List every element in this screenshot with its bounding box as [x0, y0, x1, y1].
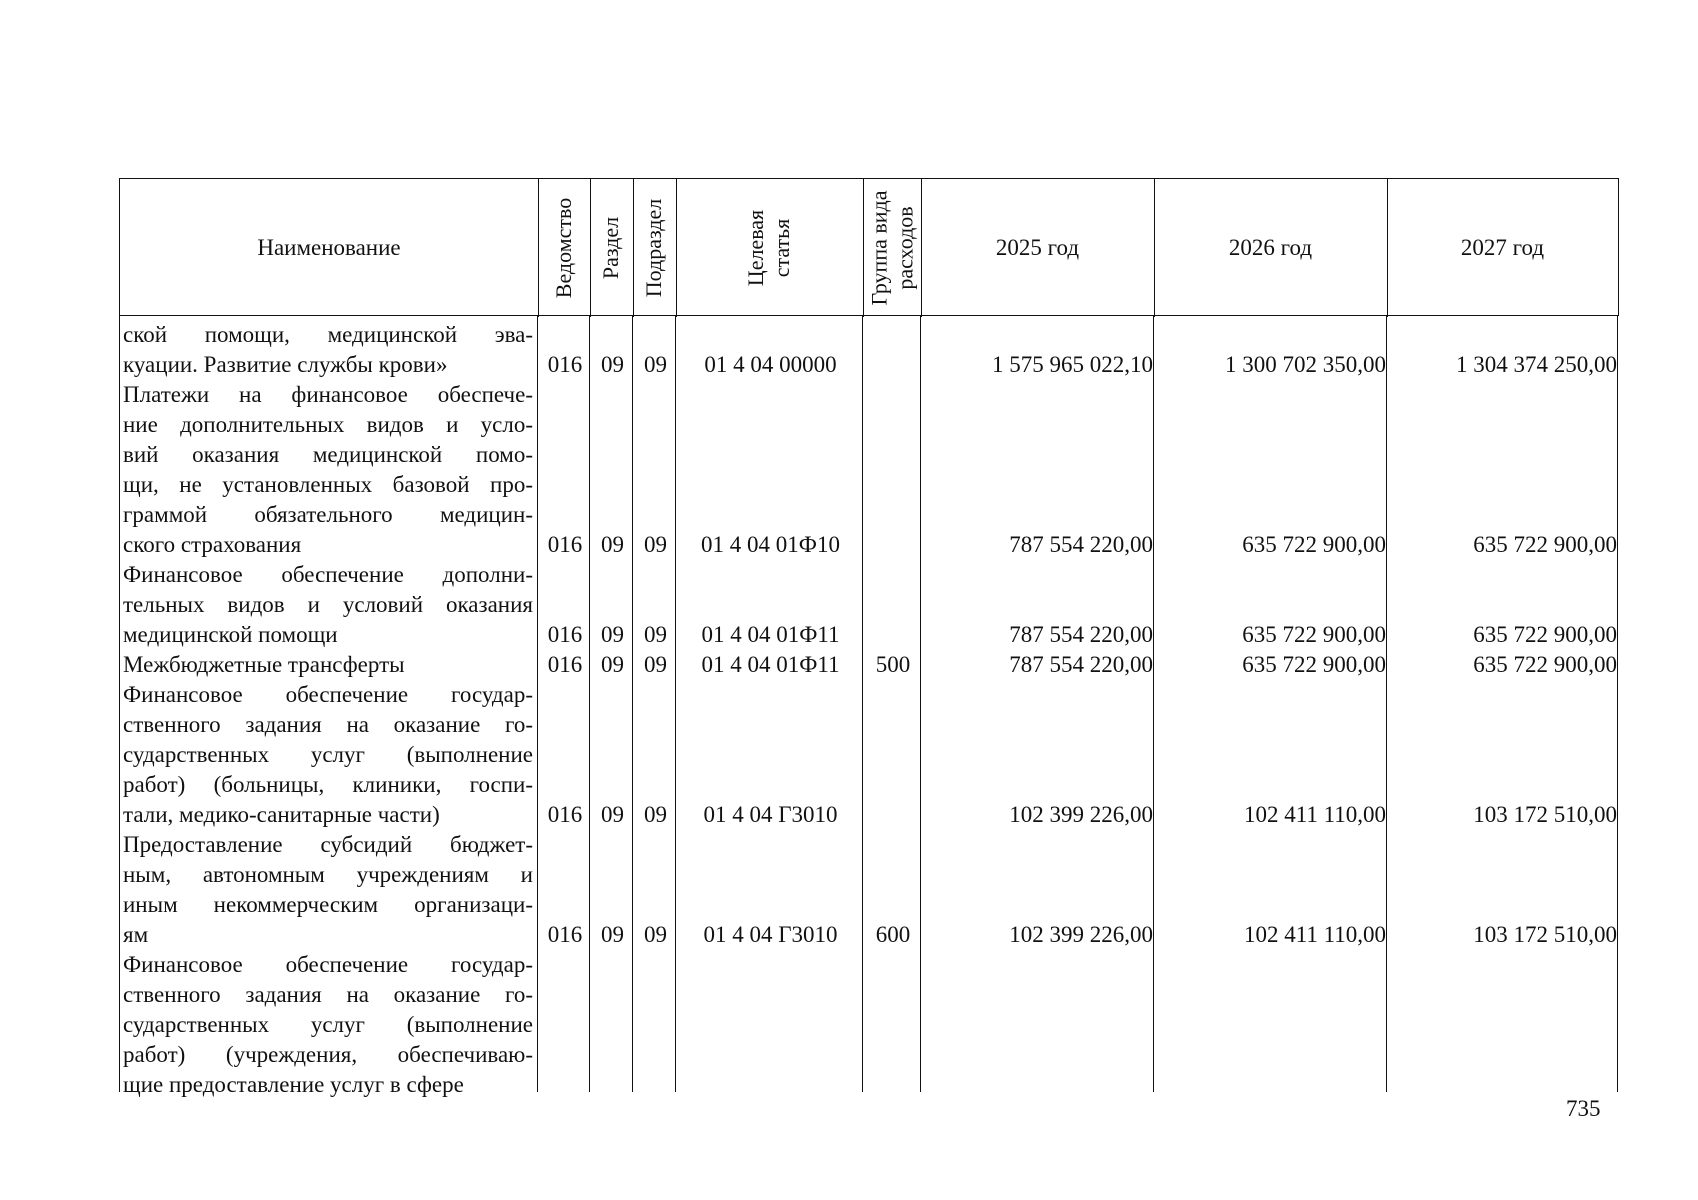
amount-2027-cell: 103 172 510,00 [1473, 922, 1617, 947]
header-divider [538, 179, 539, 317]
page-number: 735 [1566, 1096, 1601, 1121]
row-name-line: Предоставление субсидий бюджет- [123, 832, 533, 857]
section-cell: 09 [601, 352, 624, 377]
row-name-line: ской помощи, медицинской эва- [123, 322, 533, 347]
target-cell: 01 4 04 01Ф11 [701, 622, 840, 647]
department-cell: 016 [547, 622, 583, 647]
subsection-cell: 09 [644, 532, 667, 557]
row-name-line: куации. Развитие службы крови» [123, 352, 448, 377]
section-cell: 09 [601, 652, 624, 677]
table-header [119, 178, 1619, 316]
header-target-line2: статья [769, 218, 795, 278]
row-name-line: тали, медико-санитарные части) [123, 802, 440, 827]
header-group-label [866, 191, 918, 306]
amount-2027-cell: 635 722 900,00 [1473, 652, 1617, 677]
column-divider [632, 316, 633, 1092]
row-name-line: сударственных услуг (выполнение [123, 1012, 533, 1037]
row-name-line: Финансовое обеспечение дополни- [123, 562, 533, 587]
column-divider [1617, 316, 1618, 1092]
subsection-cell: 09 [644, 622, 667, 647]
header-2025-label: 2025 год [995, 235, 1080, 260]
header-divider [921, 179, 922, 317]
row-name-line: медицинской помощи [123, 622, 338, 647]
header-name [120, 179, 538, 317]
table-body [119, 316, 1619, 1097]
row-name-line: вий оказания медицинской помо- [123, 442, 533, 467]
row-name-line: Платежи на финансовое обеспече- [123, 382, 533, 407]
department-cell: 016 [547, 652, 583, 677]
row-name-line: щие предоставление услуг в сфере [123, 1072, 464, 1097]
amount-2027-cell: 103 172 510,00 [1473, 802, 1617, 827]
group-cell: 500 [875, 652, 911, 677]
group-cell: 600 [875, 922, 911, 947]
row-name-line: работ) (учреждения, обеспечиваю- [123, 1042, 533, 1067]
header-2026 [1154, 179, 1387, 317]
subsection-cell: 09 [644, 652, 667, 677]
amount-2025-cell: 1 575 965 022,10 [992, 352, 1153, 377]
column-divider [920, 316, 921, 1092]
amount-2025-cell: 787 554 220,00 [1009, 652, 1153, 677]
amount-2025-cell: 102 399 226,00 [1009, 922, 1153, 947]
row-name-line: щи, не установленных базовой про- [123, 472, 533, 497]
department-cell: 016 [547, 532, 583, 557]
header-group-line1: Группа вида [866, 190, 892, 306]
row-name-line: граммой обязательного медицин- [123, 502, 533, 527]
header-divider [676, 179, 677, 317]
row-name-line: ственного задания на оказание го- [123, 712, 533, 737]
target-cell: 01 4 04 Г3010 [703, 922, 838, 947]
amount-2026-cell: 635 722 900,00 [1242, 652, 1386, 677]
amount-2025-cell: 102 399 226,00 [1009, 802, 1153, 827]
target-cell: 01 4 04 Г3010 [703, 802, 838, 827]
amount-2027-cell: 1 304 374 250,00 [1456, 352, 1617, 377]
row-name-line: ям [123, 922, 149, 947]
header-divider [590, 179, 591, 317]
header-department [538, 179, 590, 317]
row-name-line: Межбюджетные трансферты [123, 652, 405, 677]
column-divider [862, 316, 863, 1092]
column-divider [537, 316, 538, 1092]
amount-2026-cell: 635 722 900,00 [1242, 622, 1386, 647]
section-cell: 09 [601, 622, 624, 647]
amount-2026-cell: 635 722 900,00 [1242, 532, 1386, 557]
column-divider [675, 316, 676, 1092]
budget-table [119, 178, 1619, 1097]
header-section [590, 179, 633, 317]
amount-2025-cell: 787 554 220,00 [1009, 532, 1153, 557]
header-subsection-label: Подраздел [641, 198, 667, 298]
subsection-cell: 09 [644, 922, 667, 947]
row-name-line: ственного задания на оказание го- [123, 982, 533, 1007]
header-divider [633, 179, 634, 317]
header-subsection [633, 179, 676, 317]
header-section-label: Раздел [598, 216, 624, 280]
subsection-cell: 09 [644, 802, 667, 827]
row-name-line: сударственных услуг (выполнение [123, 742, 533, 767]
row-name-line: ского страхования [123, 532, 302, 557]
header-group-line2: расходов [892, 206, 918, 290]
header-divider [863, 179, 864, 317]
row-name-line: работ) (больницы, клиники, госпи- [123, 772, 533, 797]
column-divider [119, 316, 120, 1092]
row-name-line: Финансовое обеспечение государ- [123, 682, 533, 707]
column-divider [1153, 316, 1154, 1092]
row-name-line: ние дополнительных видов и усло- [123, 412, 533, 437]
department-cell: 016 [547, 802, 583, 827]
row-name-line: ным, автономным учреждениям и [123, 862, 533, 887]
header-2027-label: 2027 год [1460, 235, 1545, 260]
amount-2026-cell: 102 411 110,00 [1243, 802, 1386, 827]
section-cell: 09 [601, 532, 624, 557]
target-cell: 01 4 04 00000 [704, 352, 837, 377]
row-name-line: Финансовое обеспечение государ- [123, 952, 533, 977]
column-divider [589, 316, 590, 1092]
section-cell: 09 [601, 922, 624, 947]
header-divider [1154, 179, 1155, 317]
amount-2027-cell: 635 722 900,00 [1473, 532, 1617, 557]
target-cell: 01 4 04 01Ф10 [701, 532, 840, 557]
header-group [863, 179, 921, 317]
amount-2026-cell: 1 300 702 350,00 [1225, 352, 1386, 377]
header-name-label: Наименование [257, 235, 401, 260]
header-target [676, 179, 863, 317]
header-target-label [743, 210, 795, 286]
amount-2025-cell: 787 554 220,00 [1009, 622, 1153, 647]
row-name-line: иным некоммерческим организаци- [123, 892, 533, 917]
header-department-label: Ведомство [551, 197, 576, 299]
department-cell: 016 [547, 922, 583, 947]
column-divider [1386, 316, 1387, 1092]
target-cell: 01 4 04 01Ф11 [701, 652, 840, 677]
section-cell: 09 [601, 802, 624, 827]
header-2026-label: 2026 год [1228, 235, 1313, 260]
header-target-line1: Целевая [743, 209, 769, 287]
header-divider [1387, 179, 1388, 317]
amount-2026-cell: 102 411 110,00 [1243, 922, 1386, 947]
header-2027 [1387, 179, 1618, 317]
header-2025 [921, 179, 1154, 317]
row-name-line: тельных видов и условий оказания [123, 592, 533, 617]
department-cell: 016 [547, 352, 583, 377]
amount-2027-cell: 635 722 900,00 [1473, 622, 1617, 647]
subsection-cell: 09 [644, 352, 667, 377]
